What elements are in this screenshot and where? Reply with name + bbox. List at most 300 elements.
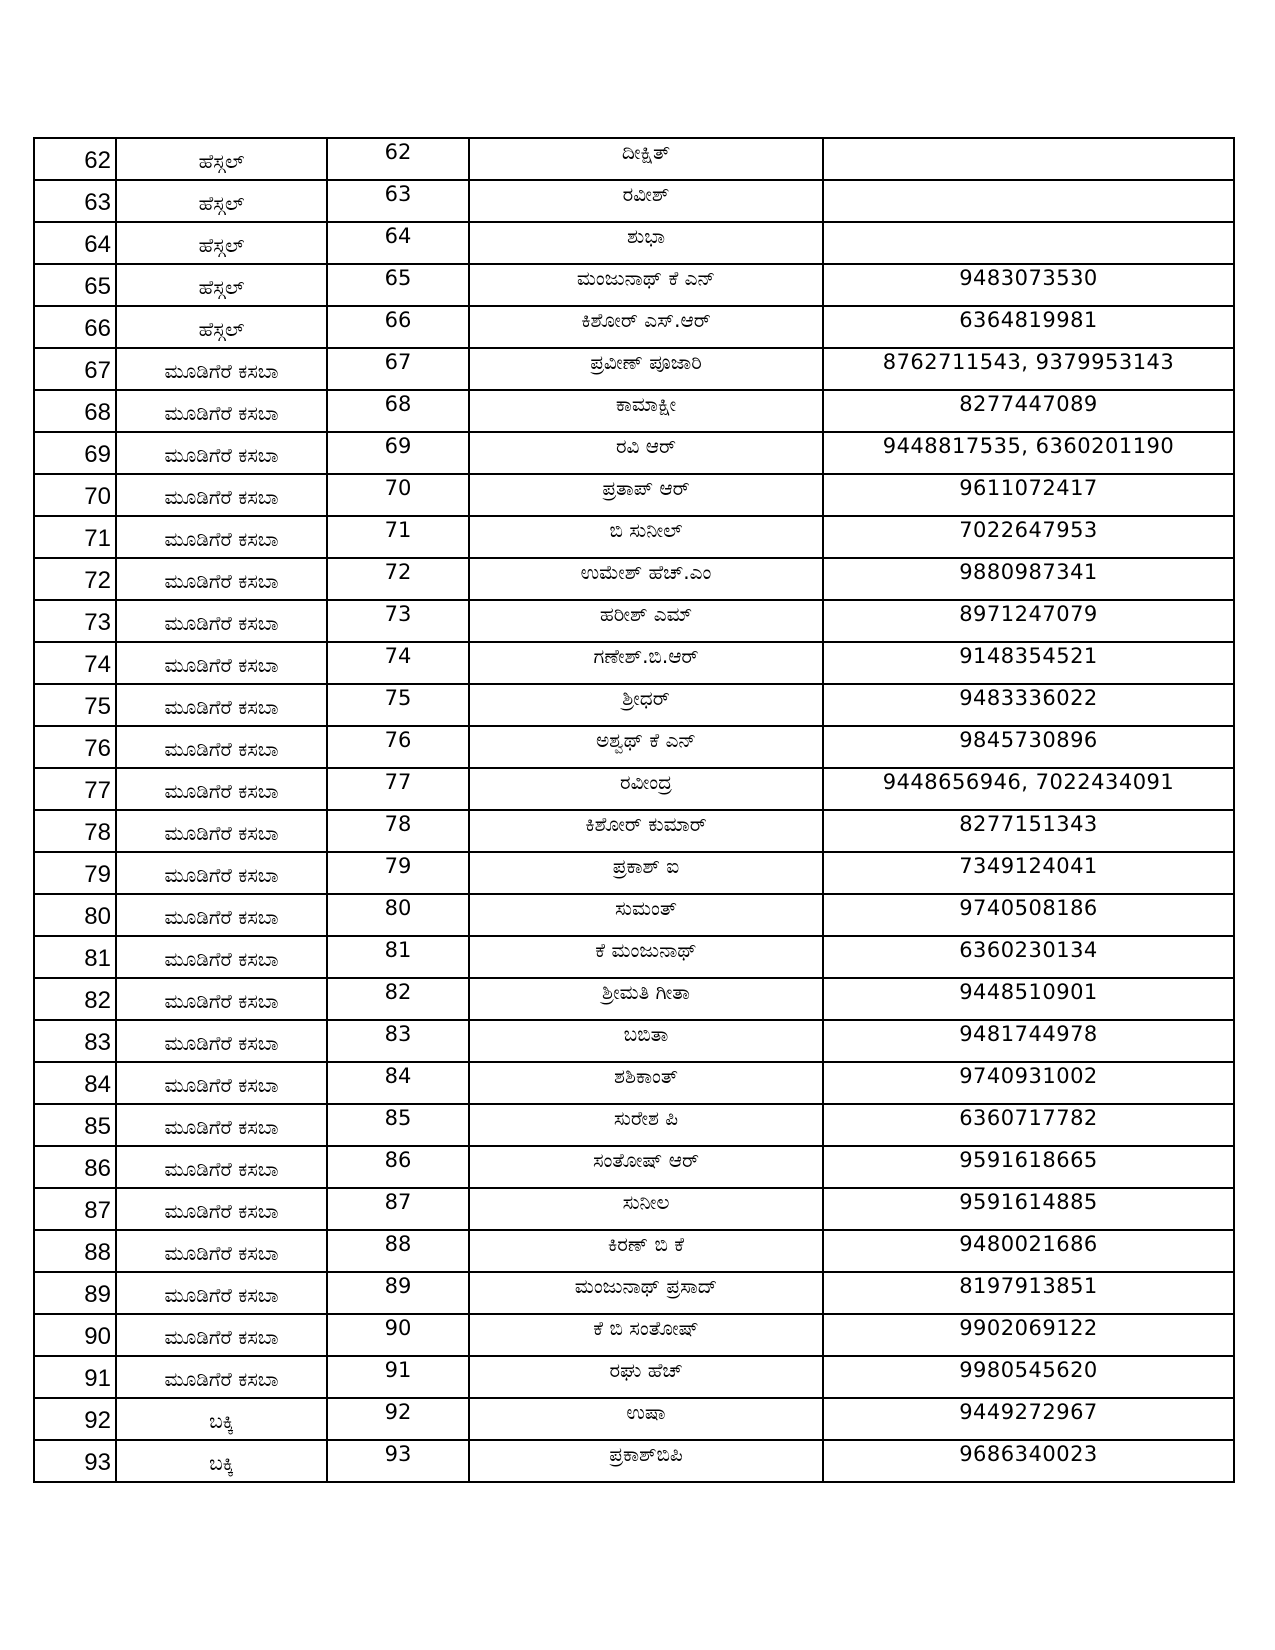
name-cell-text: ಕಿಶೋರ್ ಎಸ್.ಆರ್ xyxy=(581,308,711,332)
phone-cell xyxy=(823,474,1234,516)
name-cell-text: ಸುನೀಲ xyxy=(622,1190,670,1214)
phone-cell-text: 9980545620 xyxy=(959,1358,1098,1382)
serial-number-cell xyxy=(34,264,116,306)
phone-cell xyxy=(823,600,1234,642)
number-cell-text: 65 xyxy=(384,266,412,290)
serial-number-cell-text: 62 xyxy=(84,147,111,174)
phone-cell xyxy=(823,432,1234,474)
table-row xyxy=(34,390,1234,432)
name-cell-text: ಶ್ರೀಮತಿ ಗೀತಾ xyxy=(602,980,690,1004)
name-cell xyxy=(469,768,823,810)
name-cell-text: ಕಿರಣ್ ಬಿ ಕೆ xyxy=(607,1232,685,1256)
serial-number-cell-text: 93 xyxy=(84,1449,111,1476)
name-cell-text: ಮಂಜುನಾಥ್ ಕೆ ಎನ್ xyxy=(576,266,716,290)
number-cell-text: 86 xyxy=(384,1148,412,1172)
phone-cell xyxy=(823,222,1234,264)
name-cell xyxy=(469,684,823,726)
table-row xyxy=(34,1062,1234,1104)
number-cell xyxy=(327,1272,469,1314)
place-cell-text: ಮೂಡಿಗೆರೆ ಕಸಬಾ xyxy=(164,527,279,551)
place-cell-text: ಮೂಡಿಗೆರೆ ಕಸಬಾ xyxy=(164,1241,279,1265)
name-cell xyxy=(469,978,823,1020)
number-cell-text: 78 xyxy=(384,812,412,836)
phone-cell-text: 9448510901 xyxy=(959,980,1098,1004)
table-row xyxy=(34,348,1234,390)
number-cell xyxy=(327,1230,469,1272)
name-cell-text: ಹರೀಶ್ ಎಮ್ xyxy=(599,602,693,626)
name-cell-text: ದೀಕ್ಷಿತ್ xyxy=(621,140,671,164)
serial-number-cell-text: 66 xyxy=(84,315,111,342)
place-cell xyxy=(116,1020,327,1062)
serial-number-cell xyxy=(34,642,116,684)
number-cell xyxy=(327,1146,469,1188)
phone-cell xyxy=(823,726,1234,768)
name-cell-text: ಶಶಿಕಾಂತ್ xyxy=(614,1064,678,1088)
number-cell xyxy=(327,1398,469,1440)
number-cell-text: 93 xyxy=(384,1442,412,1466)
table-row xyxy=(34,894,1234,936)
number-cell xyxy=(327,474,469,516)
name-cell xyxy=(469,1314,823,1356)
serial-number-cell xyxy=(34,1440,116,1482)
number-cell xyxy=(327,222,469,264)
place-cell xyxy=(116,600,327,642)
place-cell xyxy=(116,978,327,1020)
place-cell-text: ಬಕ್ಕಿ xyxy=(209,1409,234,1433)
phone-cell-text: 9611072417 xyxy=(959,476,1098,500)
name-cell xyxy=(469,726,823,768)
serial-number-cell-text: 92 xyxy=(84,1407,111,1434)
name-cell xyxy=(469,306,823,348)
place-cell xyxy=(116,138,327,180)
name-cell xyxy=(469,180,823,222)
phone-cell-text: 9148354521 xyxy=(959,644,1098,668)
number-cell xyxy=(327,978,469,1020)
serial-number-cell-text: 85 xyxy=(84,1113,111,1140)
name-cell-text: ಗಣೇಶ್.ಬಿ.ಆರ್ xyxy=(593,644,699,668)
name-cell xyxy=(469,1104,823,1146)
phone-cell xyxy=(823,852,1234,894)
number-cell-text: 85 xyxy=(384,1106,412,1130)
number-cell-text: 73 xyxy=(384,602,412,626)
serial-number-cell-text: 77 xyxy=(84,777,111,804)
table-row xyxy=(34,138,1234,180)
serial-number-cell-text: 73 xyxy=(84,609,111,636)
number-cell xyxy=(327,768,469,810)
name-cell-text: ಕಿಶೋರ್ ಕುಮಾರ್ xyxy=(585,812,707,836)
serial-number-cell-text: 79 xyxy=(84,861,111,888)
number-cell-text: 76 xyxy=(384,728,412,752)
number-cell-text: 80 xyxy=(384,896,412,920)
table-row xyxy=(34,1314,1234,1356)
place-cell-text: ಮೂಡಿಗೆರೆ ಕಸಬಾ xyxy=(164,569,279,593)
phone-cell xyxy=(823,1398,1234,1440)
place-cell-text: ಮೂಡಿಗೆರೆ ಕಸಬಾ xyxy=(164,1283,279,1307)
name-cell xyxy=(469,1062,823,1104)
place-cell-text: ಮೂಡಿಗೆರೆ ಕಸಬಾ xyxy=(164,359,279,383)
number-cell-text: 87 xyxy=(384,1190,412,1214)
table-row xyxy=(34,600,1234,642)
name-cell xyxy=(469,516,823,558)
phone-cell xyxy=(823,1230,1234,1272)
serial-number-cell-text: 78 xyxy=(84,819,111,846)
place-cell xyxy=(116,222,327,264)
phone-cell xyxy=(823,1104,1234,1146)
phone-cell xyxy=(823,894,1234,936)
name-cell xyxy=(469,810,823,852)
serial-number-cell-text: 72 xyxy=(84,567,111,594)
place-cell-text: ಮೂಡಿಗೆರೆ ಕಸಬಾ xyxy=(164,695,279,719)
serial-number-cell xyxy=(34,474,116,516)
place-cell xyxy=(116,936,327,978)
name-cell-text: ರವೀಂದ್ರ xyxy=(620,770,672,794)
table-row xyxy=(34,726,1234,768)
place-cell-text: ಮೂಡಿಗೆರೆ ಕಸಬಾ xyxy=(164,1115,279,1139)
serial-number-cell xyxy=(34,1230,116,1272)
number-cell-text: 83 xyxy=(384,1022,412,1046)
serial-number-cell-text: 71 xyxy=(84,525,111,552)
place-cell xyxy=(116,432,327,474)
number-cell-text: 77 xyxy=(384,770,412,794)
place-cell xyxy=(116,306,327,348)
phone-cell-text: 9591614885 xyxy=(959,1190,1098,1214)
number-cell-text: 91 xyxy=(384,1358,412,1382)
number-cell xyxy=(327,1104,469,1146)
name-cell-text: ಮಂಜುನಾಥ್ ಪ್ರಸಾದ್ xyxy=(574,1274,718,1298)
name-cell xyxy=(469,264,823,306)
serial-number-cell-text: 64 xyxy=(84,231,111,258)
place-cell xyxy=(116,1272,327,1314)
phone-cell-text: 9740931002 xyxy=(959,1064,1098,1088)
name-cell xyxy=(469,642,823,684)
serial-number-cell-text: 86 xyxy=(84,1155,111,1182)
name-cell-text: ರವಿ ಆರ್ xyxy=(615,434,677,458)
phone-cell-text: 9481744978 xyxy=(959,1022,1098,1046)
phone-cell xyxy=(823,1146,1234,1188)
place-cell xyxy=(116,558,327,600)
serial-number-cell-text: 89 xyxy=(84,1281,111,1308)
number-cell xyxy=(327,726,469,768)
place-cell xyxy=(116,180,327,222)
phone-cell xyxy=(823,180,1234,222)
phone-cell xyxy=(823,1062,1234,1104)
phone-cell-text: 9902069122 xyxy=(959,1316,1098,1340)
name-cell xyxy=(469,474,823,516)
serial-number-cell xyxy=(34,432,116,474)
phone-cell-text: 7022647953 xyxy=(959,518,1098,542)
number-cell xyxy=(327,1314,469,1356)
number-cell-text: 82 xyxy=(384,980,412,1004)
serial-number-cell-text: 91 xyxy=(84,1365,111,1392)
name-cell-text: ಬಬಿತಾ xyxy=(623,1022,669,1046)
name-cell xyxy=(469,1440,823,1482)
phone-cell xyxy=(823,978,1234,1020)
table-row xyxy=(34,264,1234,306)
number-cell-text: 79 xyxy=(384,854,412,878)
place-cell-text: ಹೆಸ್ಗಲ್ xyxy=(198,275,245,299)
place-cell-text: ಮೂಡಿಗೆರೆ ಕಸಬಾ xyxy=(164,989,279,1013)
name-cell-text: ಉಷಾ xyxy=(626,1400,666,1424)
serial-number-cell xyxy=(34,1062,116,1104)
number-cell-text: 81 xyxy=(384,938,412,962)
phone-cell xyxy=(823,516,1234,558)
name-cell-text: ಪ್ರಕಾಶ್‌ಬಿಪಿ xyxy=(609,1442,683,1466)
name-cell xyxy=(469,1146,823,1188)
table-row xyxy=(34,936,1234,978)
number-cell xyxy=(327,810,469,852)
name-cell xyxy=(469,1230,823,1272)
table-row xyxy=(34,1272,1234,1314)
serial-number-cell-text: 74 xyxy=(84,651,111,678)
place-cell-text: ಮೂಡಿಗೆರೆ ಕಸಬಾ xyxy=(164,947,279,971)
phone-cell xyxy=(823,1356,1234,1398)
phone-cell-text: 6360717782 xyxy=(959,1106,1098,1130)
serial-number-cell xyxy=(34,978,116,1020)
serial-number-cell-text: 82 xyxy=(84,987,111,1014)
contact-table xyxy=(33,137,1235,1483)
table-row xyxy=(34,684,1234,726)
phone-cell-text: 9449272967 xyxy=(959,1400,1098,1424)
place-cell xyxy=(116,852,327,894)
table-row xyxy=(34,1230,1234,1272)
place-cell-text: ಮೂಡಿಗೆರೆ ಕಸಬಾ xyxy=(164,1157,279,1181)
phone-cell xyxy=(823,390,1234,432)
number-cell xyxy=(327,432,469,474)
place-cell-text: ಬಕ್ಕಿ xyxy=(209,1451,234,1475)
name-cell-text: ಶ್ರೀಧರ್ xyxy=(622,686,670,710)
serial-number-cell xyxy=(34,390,116,432)
name-cell xyxy=(469,852,823,894)
serial-number-cell-text: 84 xyxy=(84,1071,111,1098)
place-cell-text: ಮೂಡಿಗೆರೆ ಕಸಬಾ xyxy=(164,401,279,425)
serial-number-cell xyxy=(34,852,116,894)
phone-cell-text: 9483336022 xyxy=(959,686,1098,710)
name-cell-text: ಪ್ರತಾಪ್ ಆರ್ xyxy=(602,476,690,500)
place-cell xyxy=(116,1188,327,1230)
name-cell xyxy=(469,1020,823,1062)
phone-cell xyxy=(823,348,1234,390)
number-cell xyxy=(327,348,469,390)
table-row xyxy=(34,1440,1234,1482)
place-cell xyxy=(116,1314,327,1356)
name-cell xyxy=(469,600,823,642)
phone-cell-text: 9740508186 xyxy=(959,896,1098,920)
table-row xyxy=(34,1020,1234,1062)
name-cell xyxy=(469,936,823,978)
name-cell xyxy=(469,348,823,390)
place-cell xyxy=(116,516,327,558)
name-cell-text: ಸಂತೋಷ್ ಆರ್ xyxy=(592,1148,700,1172)
table-row xyxy=(34,642,1234,684)
serial-number-cell xyxy=(34,1272,116,1314)
name-cell-text: ಬಿ ಸುನೀಲ್ xyxy=(609,518,683,542)
name-cell xyxy=(469,1356,823,1398)
number-cell xyxy=(327,558,469,600)
phone-cell-text: 8762711543, 9379953143 xyxy=(882,350,1175,374)
name-cell xyxy=(469,390,823,432)
phone-cell-text: 8277151343 xyxy=(959,812,1098,836)
place-cell-text: ಮೂಡಿಗೆರೆ ಕಸಬಾ xyxy=(164,1325,279,1349)
serial-number-cell xyxy=(34,348,116,390)
phone-cell xyxy=(823,306,1234,348)
phone-cell-text: 9880987341 xyxy=(959,560,1098,584)
place-cell xyxy=(116,1356,327,1398)
place-cell xyxy=(116,1440,327,1482)
place-cell xyxy=(116,1398,327,1440)
phone-cell xyxy=(823,1188,1234,1230)
number-cell xyxy=(327,852,469,894)
table-row xyxy=(34,1104,1234,1146)
number-cell xyxy=(327,1188,469,1230)
serial-number-cell-text: 67 xyxy=(84,357,111,384)
place-cell-text: ಮೂಡಿಗೆರೆ ಕಸಬಾ xyxy=(164,1367,279,1391)
serial-number-cell-text: 80 xyxy=(84,903,111,930)
number-cell xyxy=(327,642,469,684)
place-cell xyxy=(116,768,327,810)
place-cell-text: ಹೆಸ್ಗಲ್ xyxy=(198,149,245,173)
serial-number-cell xyxy=(34,894,116,936)
place-cell-text: ಮೂಡಿಗೆರೆ ಕಸಬಾ xyxy=(164,1031,279,1055)
name-cell-text: ಅಶ್ವಥ್ ಕೆ ಎನ್ xyxy=(595,728,697,752)
number-cell xyxy=(327,180,469,222)
number-cell xyxy=(327,1356,469,1398)
phone-cell xyxy=(823,768,1234,810)
serial-number-cell-text: 68 xyxy=(84,399,111,426)
place-cell xyxy=(116,726,327,768)
phone-cell xyxy=(823,138,1234,180)
phone-cell-text: 9448656946, 7022434091 xyxy=(882,770,1175,794)
name-cell-text: ಕೆ ಮಂಜುನಾಥ್ xyxy=(595,938,697,962)
table-row xyxy=(34,1398,1234,1440)
table-row xyxy=(34,516,1234,558)
name-cell xyxy=(469,558,823,600)
place-cell-text: ಮೂಡಿಗೆರೆ ಕಸಬಾ xyxy=(164,779,279,803)
serial-number-cell xyxy=(34,1356,116,1398)
phone-cell-text: 9591618665 xyxy=(959,1148,1098,1172)
name-cell xyxy=(469,432,823,474)
name-cell-text: ಕೆ ಬಿ ಸಂತೋಷ್ xyxy=(593,1316,699,1340)
number-cell-text: 84 xyxy=(384,1064,412,1088)
number-cell-text: 71 xyxy=(384,518,412,542)
place-cell-text: ಮೂಡಿಗೆರೆ ಕಸಬಾ xyxy=(164,653,279,677)
number-cell xyxy=(327,936,469,978)
phone-cell-text: 7349124041 xyxy=(959,854,1098,878)
table-row xyxy=(34,306,1234,348)
name-cell-text: ಕಾಮಾಕ್ಷೀ xyxy=(615,392,677,416)
number-cell-text: 68 xyxy=(384,392,412,416)
phone-cell-text: 9845730896 xyxy=(959,728,1098,752)
name-cell-text: ಸುರೇಶ ಪಿ xyxy=(613,1106,679,1130)
table-row xyxy=(34,1356,1234,1398)
number-cell-text: 66 xyxy=(384,308,412,332)
phone-cell xyxy=(823,684,1234,726)
name-cell-text: ರವೀಶ್ xyxy=(622,182,670,206)
serial-number-cell xyxy=(34,1314,116,1356)
number-cell xyxy=(327,264,469,306)
table-row xyxy=(34,180,1234,222)
number-cell-text: 69 xyxy=(384,434,412,458)
serial-number-cell xyxy=(34,768,116,810)
number-cell xyxy=(327,306,469,348)
place-cell-text: ಹೆಸ್ಗಲ್ xyxy=(198,317,245,341)
number-cell xyxy=(327,138,469,180)
serial-number-cell xyxy=(34,558,116,600)
place-cell-text: ಮೂಡಿಗೆರೆ ಕಸಬಾ xyxy=(164,737,279,761)
serial-number-cell xyxy=(34,1020,116,1062)
serial-number-cell xyxy=(34,1146,116,1188)
number-cell-text: 63 xyxy=(384,182,412,206)
place-cell-text: ಮೂಡಿಗೆರೆ ಕಸಬಾ xyxy=(164,863,279,887)
number-cell-text: 90 xyxy=(384,1316,412,1340)
place-cell xyxy=(116,1104,327,1146)
serial-number-cell xyxy=(34,180,116,222)
number-cell-text: 75 xyxy=(384,686,412,710)
table-row xyxy=(34,852,1234,894)
phone-cell xyxy=(823,558,1234,600)
phone-cell xyxy=(823,936,1234,978)
number-cell xyxy=(327,516,469,558)
serial-number-cell xyxy=(34,600,116,642)
name-cell-text: ಪ್ರಕಾಶ್ ಐ xyxy=(612,854,680,878)
phone-cell-text: 8197913851 xyxy=(959,1274,1098,1298)
name-cell-text: ಪ್ರವೀಣ್ ಪೂಜಾರಿ xyxy=(590,350,702,374)
number-cell xyxy=(327,390,469,432)
number-cell xyxy=(327,1440,469,1482)
place-cell xyxy=(116,684,327,726)
phone-cell-text: 6360230134 xyxy=(959,938,1098,962)
place-cell xyxy=(116,1230,327,1272)
place-cell-text: ಮೂಡಿಗೆರೆ ಕಸಬಾ xyxy=(164,485,279,509)
place-cell xyxy=(116,348,327,390)
serial-number-cell-text: 70 xyxy=(84,483,111,510)
serial-number-cell-text: 75 xyxy=(84,693,111,720)
serial-number-cell-text: 69 xyxy=(84,441,111,468)
phone-cell xyxy=(823,1440,1234,1482)
phone-cell xyxy=(823,642,1234,684)
serial-number-cell-text: 81 xyxy=(84,945,111,972)
table-row xyxy=(34,978,1234,1020)
serial-number-cell-text: 88 xyxy=(84,1239,111,1266)
phone-cell-text: 9686340023 xyxy=(959,1442,1098,1466)
name-cell xyxy=(469,1272,823,1314)
place-cell-text: ಮೂಡಿಗೆರೆ ಕಸಬಾ xyxy=(164,1073,279,1097)
serial-number-cell xyxy=(34,138,116,180)
phone-cell-text: 9448817535, 6360201190 xyxy=(882,434,1175,458)
name-cell xyxy=(469,222,823,264)
place-cell-text: ಹೆಸ್ಗಲ್ xyxy=(198,191,245,215)
table-row xyxy=(34,432,1234,474)
number-cell-text: 67 xyxy=(384,350,412,374)
phone-cell-text: 8277447089 xyxy=(959,392,1098,416)
phone-cell-text: 9483073530 xyxy=(959,266,1098,290)
place-cell xyxy=(116,894,327,936)
place-cell-text: ಮೂಡಿಗೆರೆ ಕಸಬಾ xyxy=(164,443,279,467)
table-row xyxy=(34,1188,1234,1230)
phone-cell xyxy=(823,810,1234,852)
name-cell xyxy=(469,1188,823,1230)
name-cell-text: ರಘು ಹೆಚ್ xyxy=(609,1358,683,1382)
phone-cell xyxy=(823,264,1234,306)
phone-cell xyxy=(823,1272,1234,1314)
place-cell xyxy=(116,1146,327,1188)
phone-cell-text: 8971247079 xyxy=(959,602,1098,626)
number-cell-text: 92 xyxy=(384,1400,412,1424)
phone-cell-text: 6364819981 xyxy=(959,308,1098,332)
place-cell xyxy=(116,264,327,306)
serial-number-cell xyxy=(34,684,116,726)
place-cell-text: ಮೂಡಿಗೆರೆ ಕಸಬಾ xyxy=(164,905,279,929)
name-cell-text: ಸುಮಂತ್ xyxy=(615,896,677,920)
